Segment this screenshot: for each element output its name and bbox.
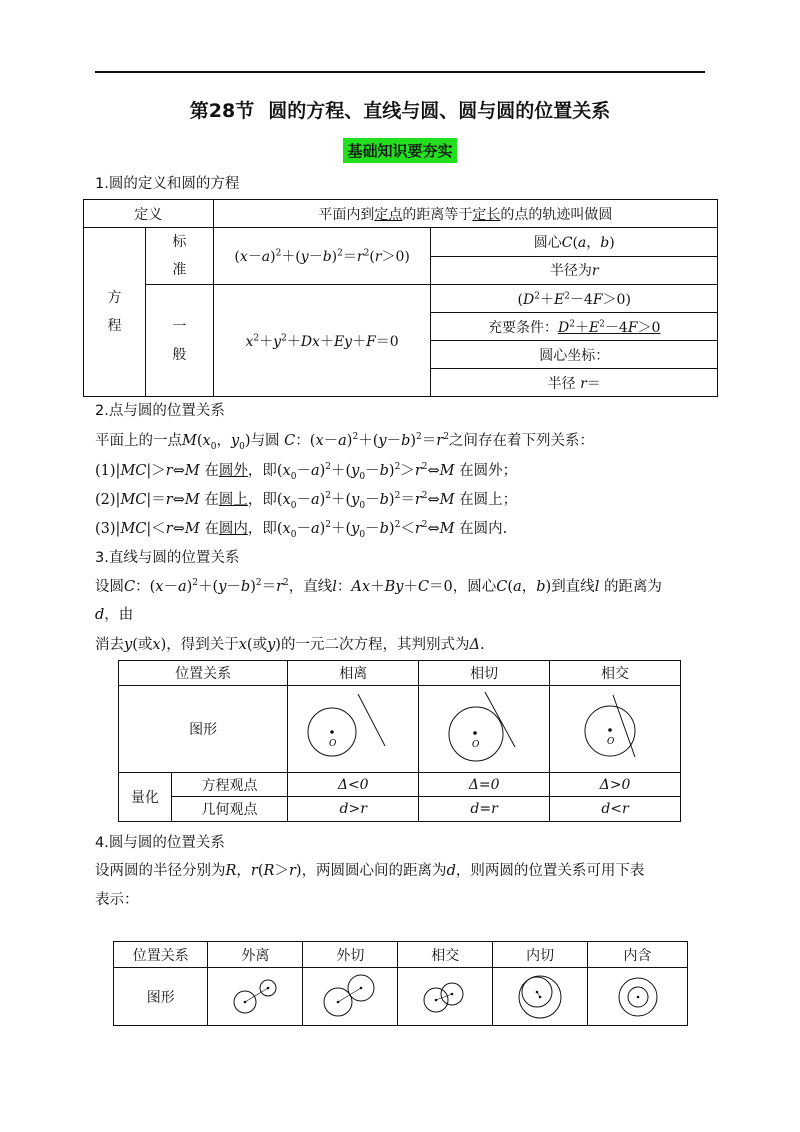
def-text: 平面内到定点的距离等于定长的点的轨迹叫做圆 xyxy=(213,200,717,228)
t3-header-intersect: 相交 xyxy=(398,942,493,968)
t2-eq-intersect: Δ>0 xyxy=(550,773,681,797)
circles-int-tangent-diagram xyxy=(500,972,580,1022)
t2-header-tangent: 相切 xyxy=(419,661,550,686)
section4-heading: 4.圆与圆的位置关系 xyxy=(95,835,225,851)
line-circle-table xyxy=(118,660,681,822)
title-section: 第28节 xyxy=(189,100,255,122)
header-rule xyxy=(95,71,705,73)
gen-center: 圆心坐标： xyxy=(431,341,718,369)
section2-item-2: (2)|MC|＝r⇔M 在圆上，即$(x_0-a)^2+(y_0-b)^2=r^2\Leftrightarrow M$ 在圆上； xyxy=(95,491,518,511)
title-text: 圆的方程、直线与圆、圆与圆的位置关系 xyxy=(268,100,611,122)
std-label: 标 准 xyxy=(145,228,213,285)
subtitle: 基础知识要夯实 xyxy=(343,138,456,163)
line-separate-diagram xyxy=(298,689,408,769)
circle-equation-table xyxy=(83,199,718,397)
section1-heading: 1.圆的定义和圆的方程 xyxy=(95,176,240,192)
circles-contain-diagram xyxy=(598,972,678,1022)
line-intersect-diagram xyxy=(560,689,670,769)
gen-equation: $x^2+y^2+Dx+Ey+F=0$ xyxy=(213,285,431,397)
t3-header-ext-tangent: 外切 xyxy=(303,942,398,968)
line-tangent-diagram xyxy=(429,689,539,769)
section3-line2: d，由 xyxy=(95,607,134,623)
gen-radius: 半径 r＝ xyxy=(431,369,718,397)
section3-line3: 消去y(或x)，得到关于x(或y)的一元二次方程，其判别式为Δ. xyxy=(95,637,485,653)
t2-geo-view-label: 几何观点 xyxy=(171,797,287,822)
section4-line1: 设两圆的半径分别为R，r(R＞r)，两圆圆心间的距离为d，则两圆的位置关系可用下表 xyxy=(95,863,645,879)
t2-header-label: 位置关系 xyxy=(119,661,288,686)
subtitle-wrap xyxy=(0,138,800,163)
section4-line2: 表示： xyxy=(95,892,139,908)
page-title xyxy=(0,96,800,123)
std-equation: $(x-a)^2+(y-b)^2=r^2(r>0)$ xyxy=(213,228,431,285)
t3-figure-external xyxy=(208,968,303,1026)
gen-label: 一 般 xyxy=(145,285,213,397)
t2-figure-separate xyxy=(288,686,419,773)
t2-center-label-1: O xyxy=(329,739,337,749)
section3-heading: 3.直线与圆的位置关系 xyxy=(95,550,240,566)
section2-item-1: (1)|MC|＞r⇔M 在圆外，即$(x_0-a)^2+(y_0-b)^2>r^2\Leftrightarrow M$ 在圆外； xyxy=(95,462,518,482)
t2-eq-tangent: Δ=0 xyxy=(419,773,550,797)
section2-intro: 平面上的一点$M(x_0$，$y_0$)与圆 C：$(x-a)^2+(y-b)^2=r^2$之间存在着下列关系： xyxy=(95,432,594,452)
circle-circle-table xyxy=(113,941,688,1026)
t3-header-label: 位置关系 xyxy=(114,942,208,968)
t3-figure-int-tangent xyxy=(493,968,588,1026)
t2-geo-separate: d>r xyxy=(288,797,419,822)
t2-figure-intersect xyxy=(550,686,681,773)
t3-header-contain: 内含 xyxy=(588,942,688,968)
t3-header-int-tangent: 内切 xyxy=(493,942,588,968)
t3-figure-label: 图形 xyxy=(114,968,208,1026)
std-radius: 半径为r xyxy=(431,256,718,285)
t2-center-label-3: O xyxy=(607,737,615,747)
t3-figure-intersect xyxy=(398,968,493,1026)
t3-figure-ext-tangent xyxy=(303,968,398,1026)
t2-figure-tangent xyxy=(419,686,550,773)
t2-header-intersect: 相交 xyxy=(550,661,681,686)
t2-geo-tangent: d=r xyxy=(419,797,550,822)
t2-center-label-2: O xyxy=(472,740,480,750)
t2-eq-separate: Δ<0 xyxy=(288,773,419,797)
t2-figure-label: 图形 xyxy=(119,686,288,773)
circles-ext-tangent-diagram xyxy=(310,972,390,1022)
t2-geo-intersect: d<r xyxy=(550,797,681,822)
t2-header-separate: 相离 xyxy=(288,661,419,686)
eq-label: 方 程 xyxy=(84,228,146,397)
t3-header-external: 外离 xyxy=(208,942,303,968)
circles-external-diagram xyxy=(215,972,295,1022)
t2-eq-view-label: 方程观点 xyxy=(171,773,287,797)
def-label: 定义 xyxy=(84,200,214,228)
gen-condition: 充要条件：$D^2+E^2-4F>0$ xyxy=(431,313,718,341)
std-center: 圆心C(a，b) xyxy=(431,228,718,257)
section2-item-3: (3)|MC|＜r⇔M 在圆内，即$(x_0-a)^2+(y_0-b)^2<r^2\Leftrightarrow M$ 在圆内. xyxy=(95,520,508,540)
section3-line1: 设圆C：$(x-a)^2+(y-b)^2=r^2$，直线l：Ax＋By＋C＝0，圆心C(a，b)到直线l 的距离为 xyxy=(95,578,662,595)
section2-heading: 2.点与圆的位置关系 xyxy=(95,403,225,419)
t2-quant-label: 量化 xyxy=(119,773,172,822)
gen-condition-top: $(D^2+E^2-4F>0)$ xyxy=(431,285,718,313)
t3-figure-contain xyxy=(588,968,688,1026)
circles-intersect-diagram xyxy=(405,972,485,1022)
